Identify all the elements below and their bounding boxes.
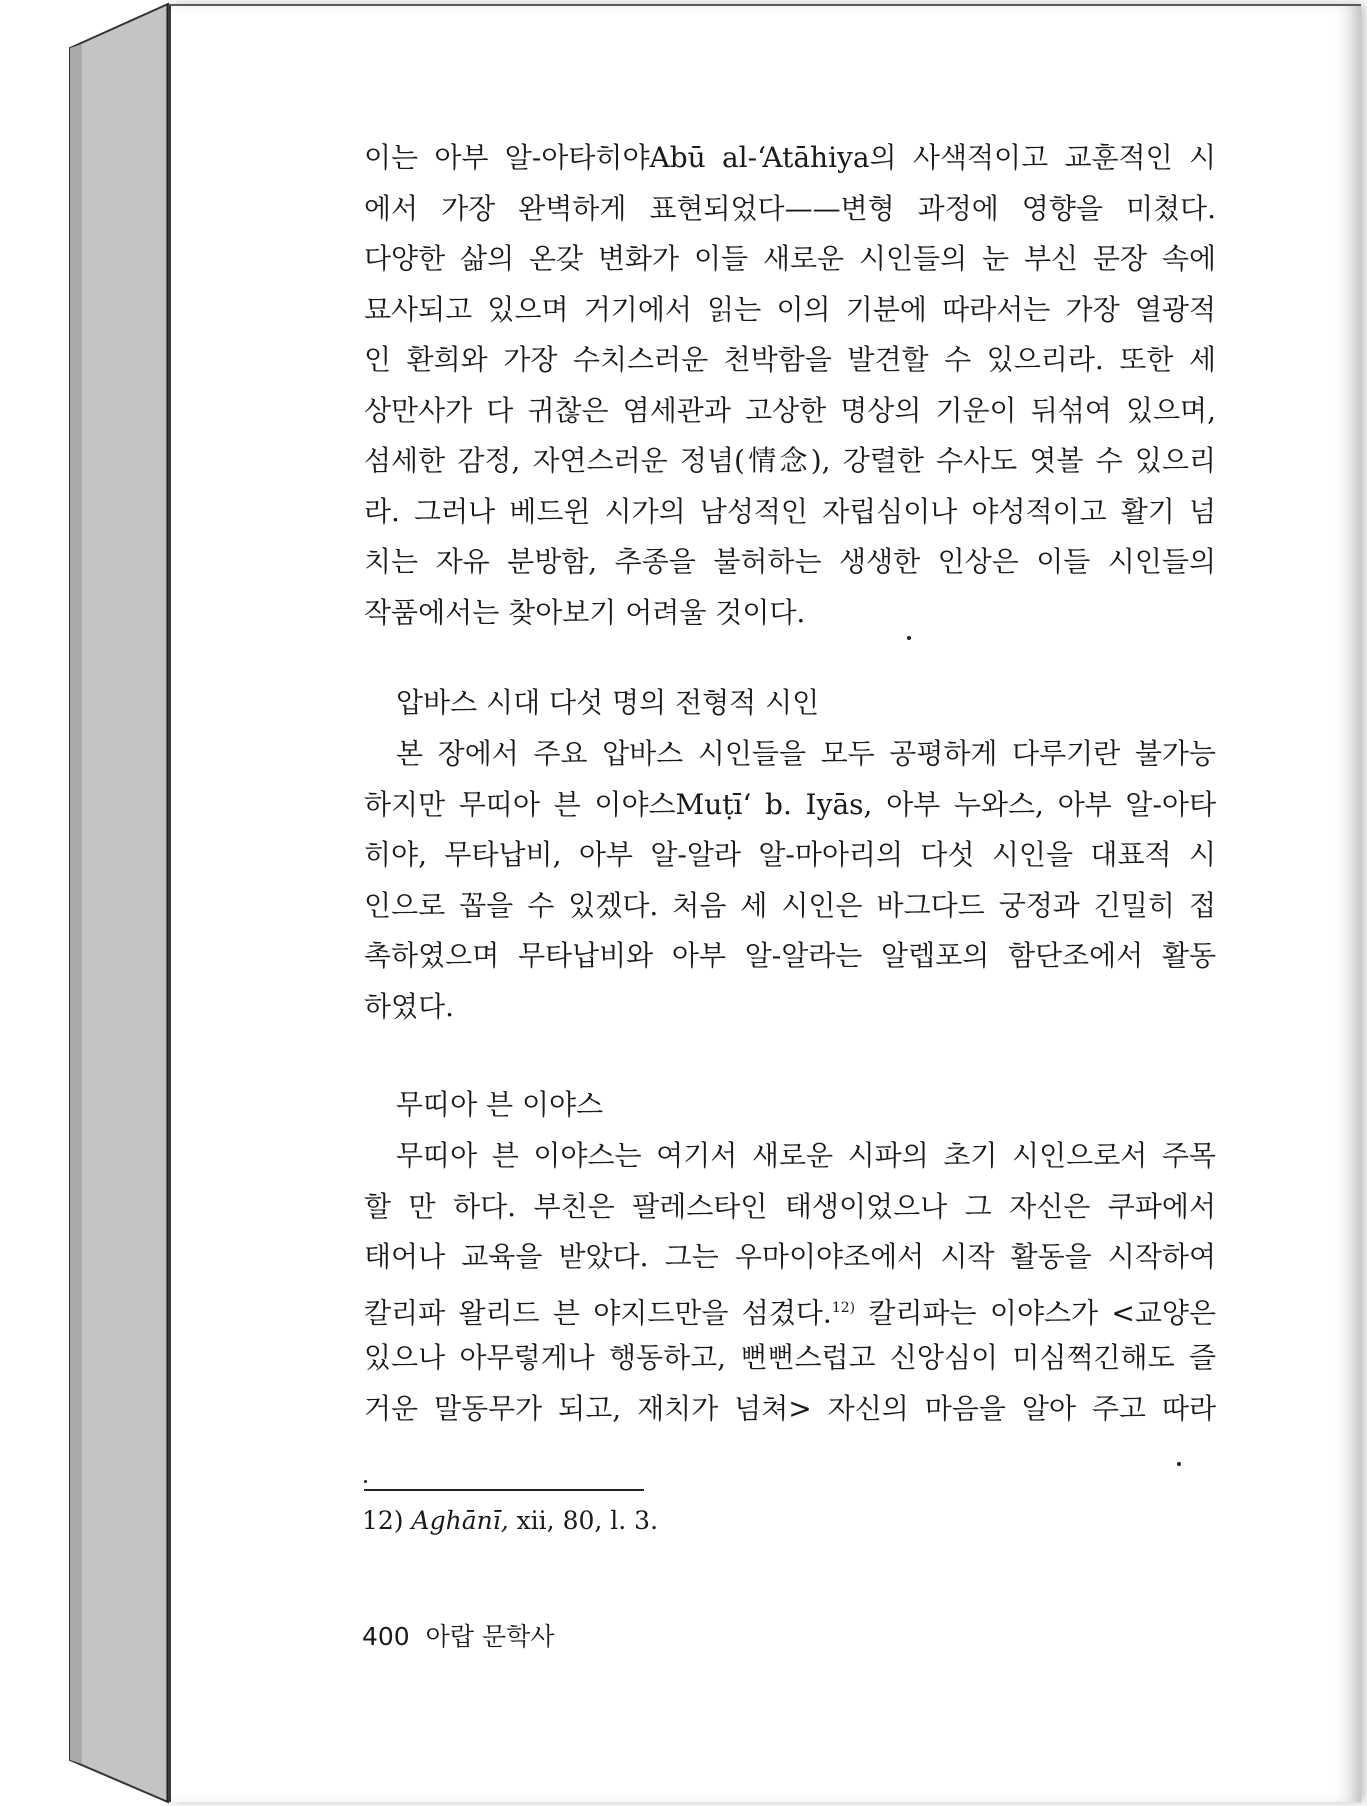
speck-mark — [364, 1480, 367, 1483]
speck-mark — [907, 636, 911, 640]
footnote-ref-12: 12) — [831, 1299, 856, 1316]
paragraph-line: 태어나 교육을 받았다. 그는 우마이야조에서 시작 활동을 시작하여 — [364, 1240, 1216, 1273]
paragraph-2-body — [364, 729, 1216, 1032]
paragraph-line: 다양한 삶의 온갖 변화가 이들 새로운 시인들의 눈 부신 문장 속에 — [364, 242, 1216, 275]
paragraph-line: 무띠아 븐 이야스는 여기서 새로운 시파의 초기 시인으로서 주목 — [396, 1139, 1216, 1172]
paragraph-line: 치는 자유 분방함, 추종을 불허하는 생생한 인상은 이들 시인들의 — [364, 545, 1216, 578]
paragraph-line-start: 칼리파 왈리드 븐 야지드만을 섬겼다. — [364, 1295, 832, 1329]
footnote-rule — [364, 1489, 644, 1491]
paragraph-line: 에서 가장 완벽하게 표현되었다——변형 과정에 영향을 미쳤다. — [364, 191, 1216, 225]
paragraph-line: 인 환희와 가장 수치스러운 천박함을 발견할 수 있으리라. 또한 세 — [364, 343, 1216, 376]
book-title: 아랍 문학사 — [425, 1622, 555, 1651]
paragraph-line: 히야, 무타납비, 아부 알-알라 알-마아리의 다섯 시인을 대표적 시 — [364, 838, 1216, 871]
paragraph-line: 작품에서는 찾아보기 어려울 것이다. — [364, 595, 806, 629]
section-heading-muti: 무띠아 븐 이야스 — [396, 1088, 604, 1121]
paragraph-3 — [364, 1131, 1216, 1434]
footnote-source: Aghānī, — [411, 1506, 509, 1535]
section-heading-five-poets: 압바스 시대 다섯 명의 전형적 시인 — [396, 686, 820, 719]
book-spine-edge — [0, 0, 170, 1806]
paragraph-line-end: 칼리파는 이야스가 <교양은 — [855, 1295, 1216, 1329]
paragraph-1 — [364, 133, 1216, 638]
footnote-ref: xii, 80, l. 3. — [508, 1506, 659, 1535]
paragraph-line: 섬세한 감정, 자연스러운 정념(情念), 강렬한 수사도 엿볼 수 있으리 — [364, 444, 1216, 477]
paragraph-line: 라. 그러나 베드윈 시가의 남성적인 자립심이나 야성적이고 활기 넘 — [364, 494, 1216, 528]
paragraph-line: 상만사가 다 귀찮은 염세관과 고상한 명상의 기운이 뒤섞여 있으며, — [364, 393, 1216, 427]
paragraph-line: 인으로 꼽을 수 있겠다. 처음 세 시인은 바그다드 궁정과 긴밀히 접 — [364, 888, 1216, 922]
paragraph-line: 본 장에서 주요 압바스 시인들을 모두 공평하게 다루기란 불가능 — [396, 737, 1216, 770]
paragraph-2 — [364, 729, 1216, 1032]
paragraph-3-body — [364, 1131, 1216, 1434]
paragraph-line: 하였다. — [364, 989, 455, 1023]
paragraph-1-body — [364, 133, 1216, 638]
paragraph-line: 하지만 무띠아 븐 이야스Muṭī‘ b. Iyās, 아부 누와스, 아부 알-아타 — [364, 787, 1216, 821]
paragraph-line: 할 만 하다. 부친은 팔레스타인 태생이었으나 그 자신은 쿠파에서 — [364, 1189, 1216, 1223]
speck-mark — [1177, 1462, 1181, 1466]
footnote-12 — [362, 1506, 658, 1535]
paragraph-line-with-note — [364, 1283, 1216, 1334]
page-number: 400 — [362, 1622, 410, 1651]
footnote-number: 12) — [362, 1506, 404, 1535]
page-folio — [362, 1617, 554, 1653]
paragraph-line: 있으나 아무렇게나 행동하고, 뻔뻔스럽고 신앙심이 미심쩍긴해도 즐 — [364, 1341, 1216, 1374]
paragraph-line: 묘사되고 있으며 거기에서 읽는 이의 기분에 따라서는 가장 열광적 — [364, 292, 1216, 326]
paragraph-line: 촉하였으며 무타납비와 아부 알-알라는 알렙포의 함단조에서 활동 — [364, 939, 1216, 972]
paragraph-line: 이는 아부 알-아타히야Abū al-‘Atāhiya의 사색적이고 교훈적인 시 — [364, 141, 1216, 174]
paragraph-line: 거운 말동무가 되고, 재치가 넘쳐> 자신의 마음을 알아 주고 따라 — [364, 1391, 1216, 1425]
